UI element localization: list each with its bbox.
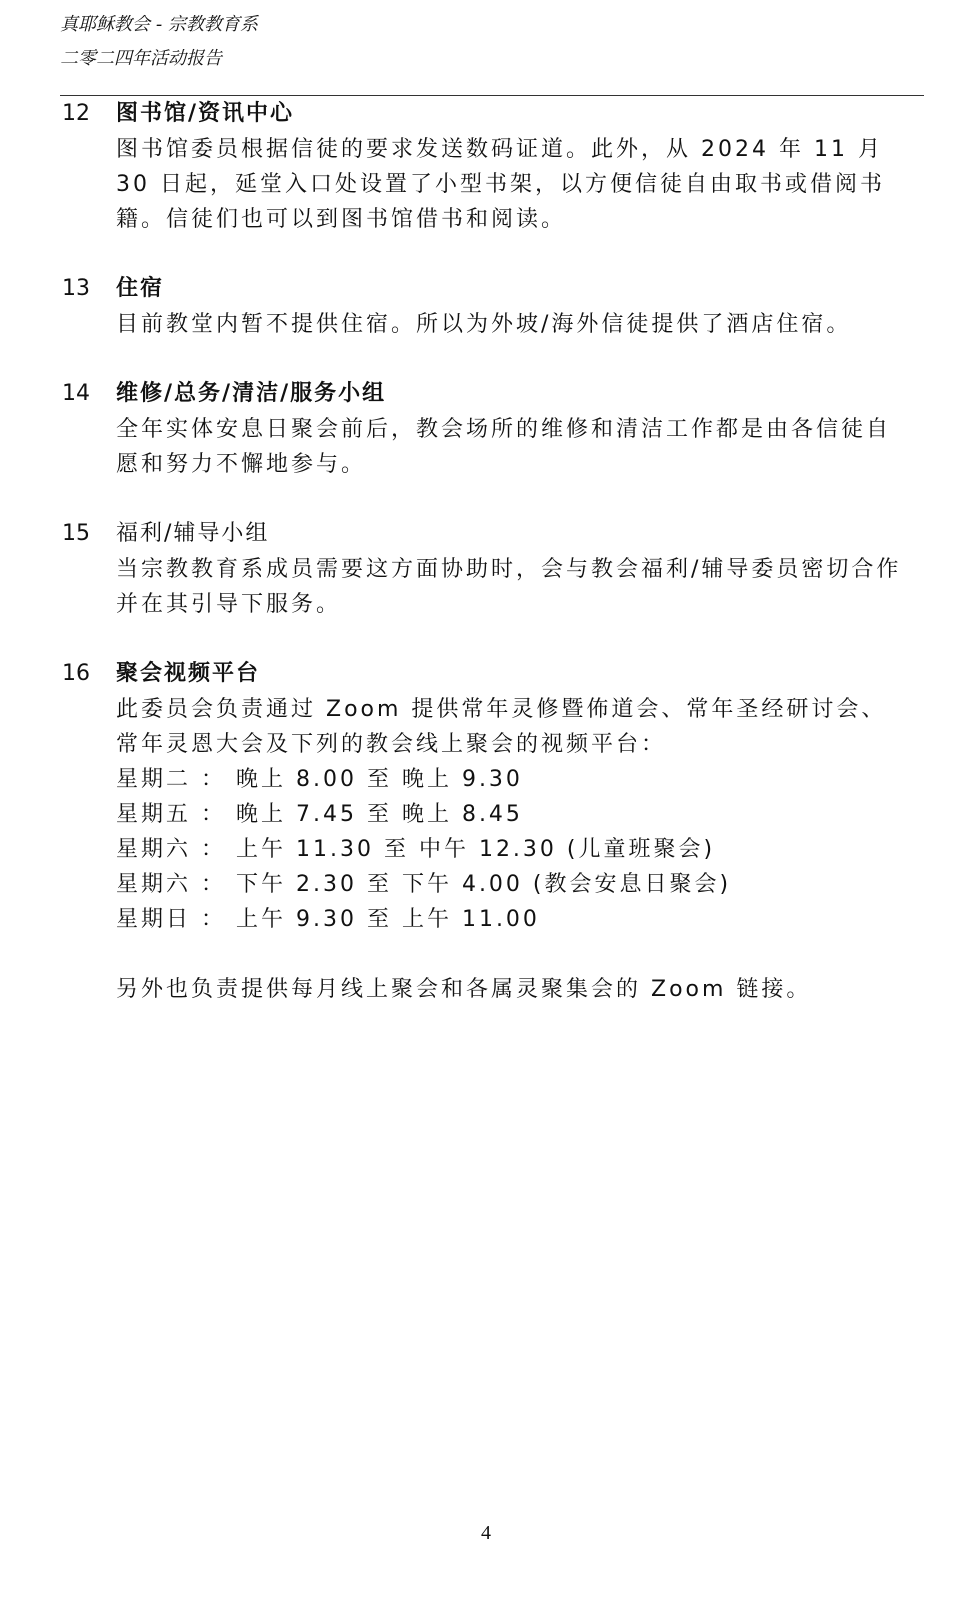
schedule-item: 星期日 ： 上午 9.30 至 上午 11.00 [116,907,540,932]
document-body [62,96,922,1007]
section-title: 图书馆/资讯中心 [116,101,295,126]
meeting-schedule [116,762,902,937]
section-number: 15 [62,521,90,546]
section-14-maintenance [62,376,922,482]
closing-paragraph: 另外也负责提供每月线上聚会和各属灵聚集会的 Zoom 链接。 [116,977,812,1002]
schedule-item: 星期二 ： 晚上 8.00 至 晚上 9.30 [116,767,523,792]
section-title: 福利/辅导小组 [116,521,270,546]
section-12-library [62,96,922,237]
section-number: 14 [62,381,90,406]
section-title: 住宿 [116,276,165,301]
header-organization: 真耶稣教会 - 宗教教育系 [60,14,258,35]
header-report-title: 二零二四年活动报告 [60,48,222,69]
schedule-item: 星期五 ： 晚上 7.45 至 晚上 8.45 [116,802,523,827]
section-16-video-platform [62,656,922,1007]
section-paragraph: 此委员会负责通过 Zoom 提供常年灵修暨佈道会、常年圣经研讨会、常年灵恩大会及下列的教会线上聚会的视频平台： [116,697,887,757]
schedule-item: 星期六 ： 上午 11.30 至 中午 12.30 (儿童班聚会) [116,837,716,862]
section-number: 12 [62,101,90,126]
section-title: 聚会视频平台 [116,661,261,686]
section-number: 13 [62,276,90,301]
section-paragraph: 当宗教教育系成员需要这方面协助时，会与教会福利/辅导委员密切合作并在其引导下服务。 [116,557,902,617]
section-paragraph: 全年实体安息日聚会前后，教会场所的维修和清洁工作都是由各信徒自愿和努力不懈地参与。 [116,417,892,477]
section-15-welfare [62,516,922,622]
section-13-accommodation [62,271,922,342]
schedule-item: 星期六 ： 下午 2.30 至 下午 4.00 (教会安息日聚会) [116,872,732,897]
section-number: 16 [62,661,90,686]
page-number: 4 [481,1522,491,1544]
page-header [60,8,920,76]
section-title: 维修/总务/清洁/服务小组 [116,381,387,406]
section-paragraph: 目前教堂内暂不提供住宿。所以为外坡/海外信徒提供了酒店住宿。 [116,312,852,337]
section-paragraph: 图书馆委员根据信徒的要求发送数码证道。此外，从 2024 年 11 月 30 日起，延堂入口处设置了小型书架，以方便信徒自由取书或借阅书籍。信徒们也可以到图书馆借书和阅读。 [116,137,885,232]
